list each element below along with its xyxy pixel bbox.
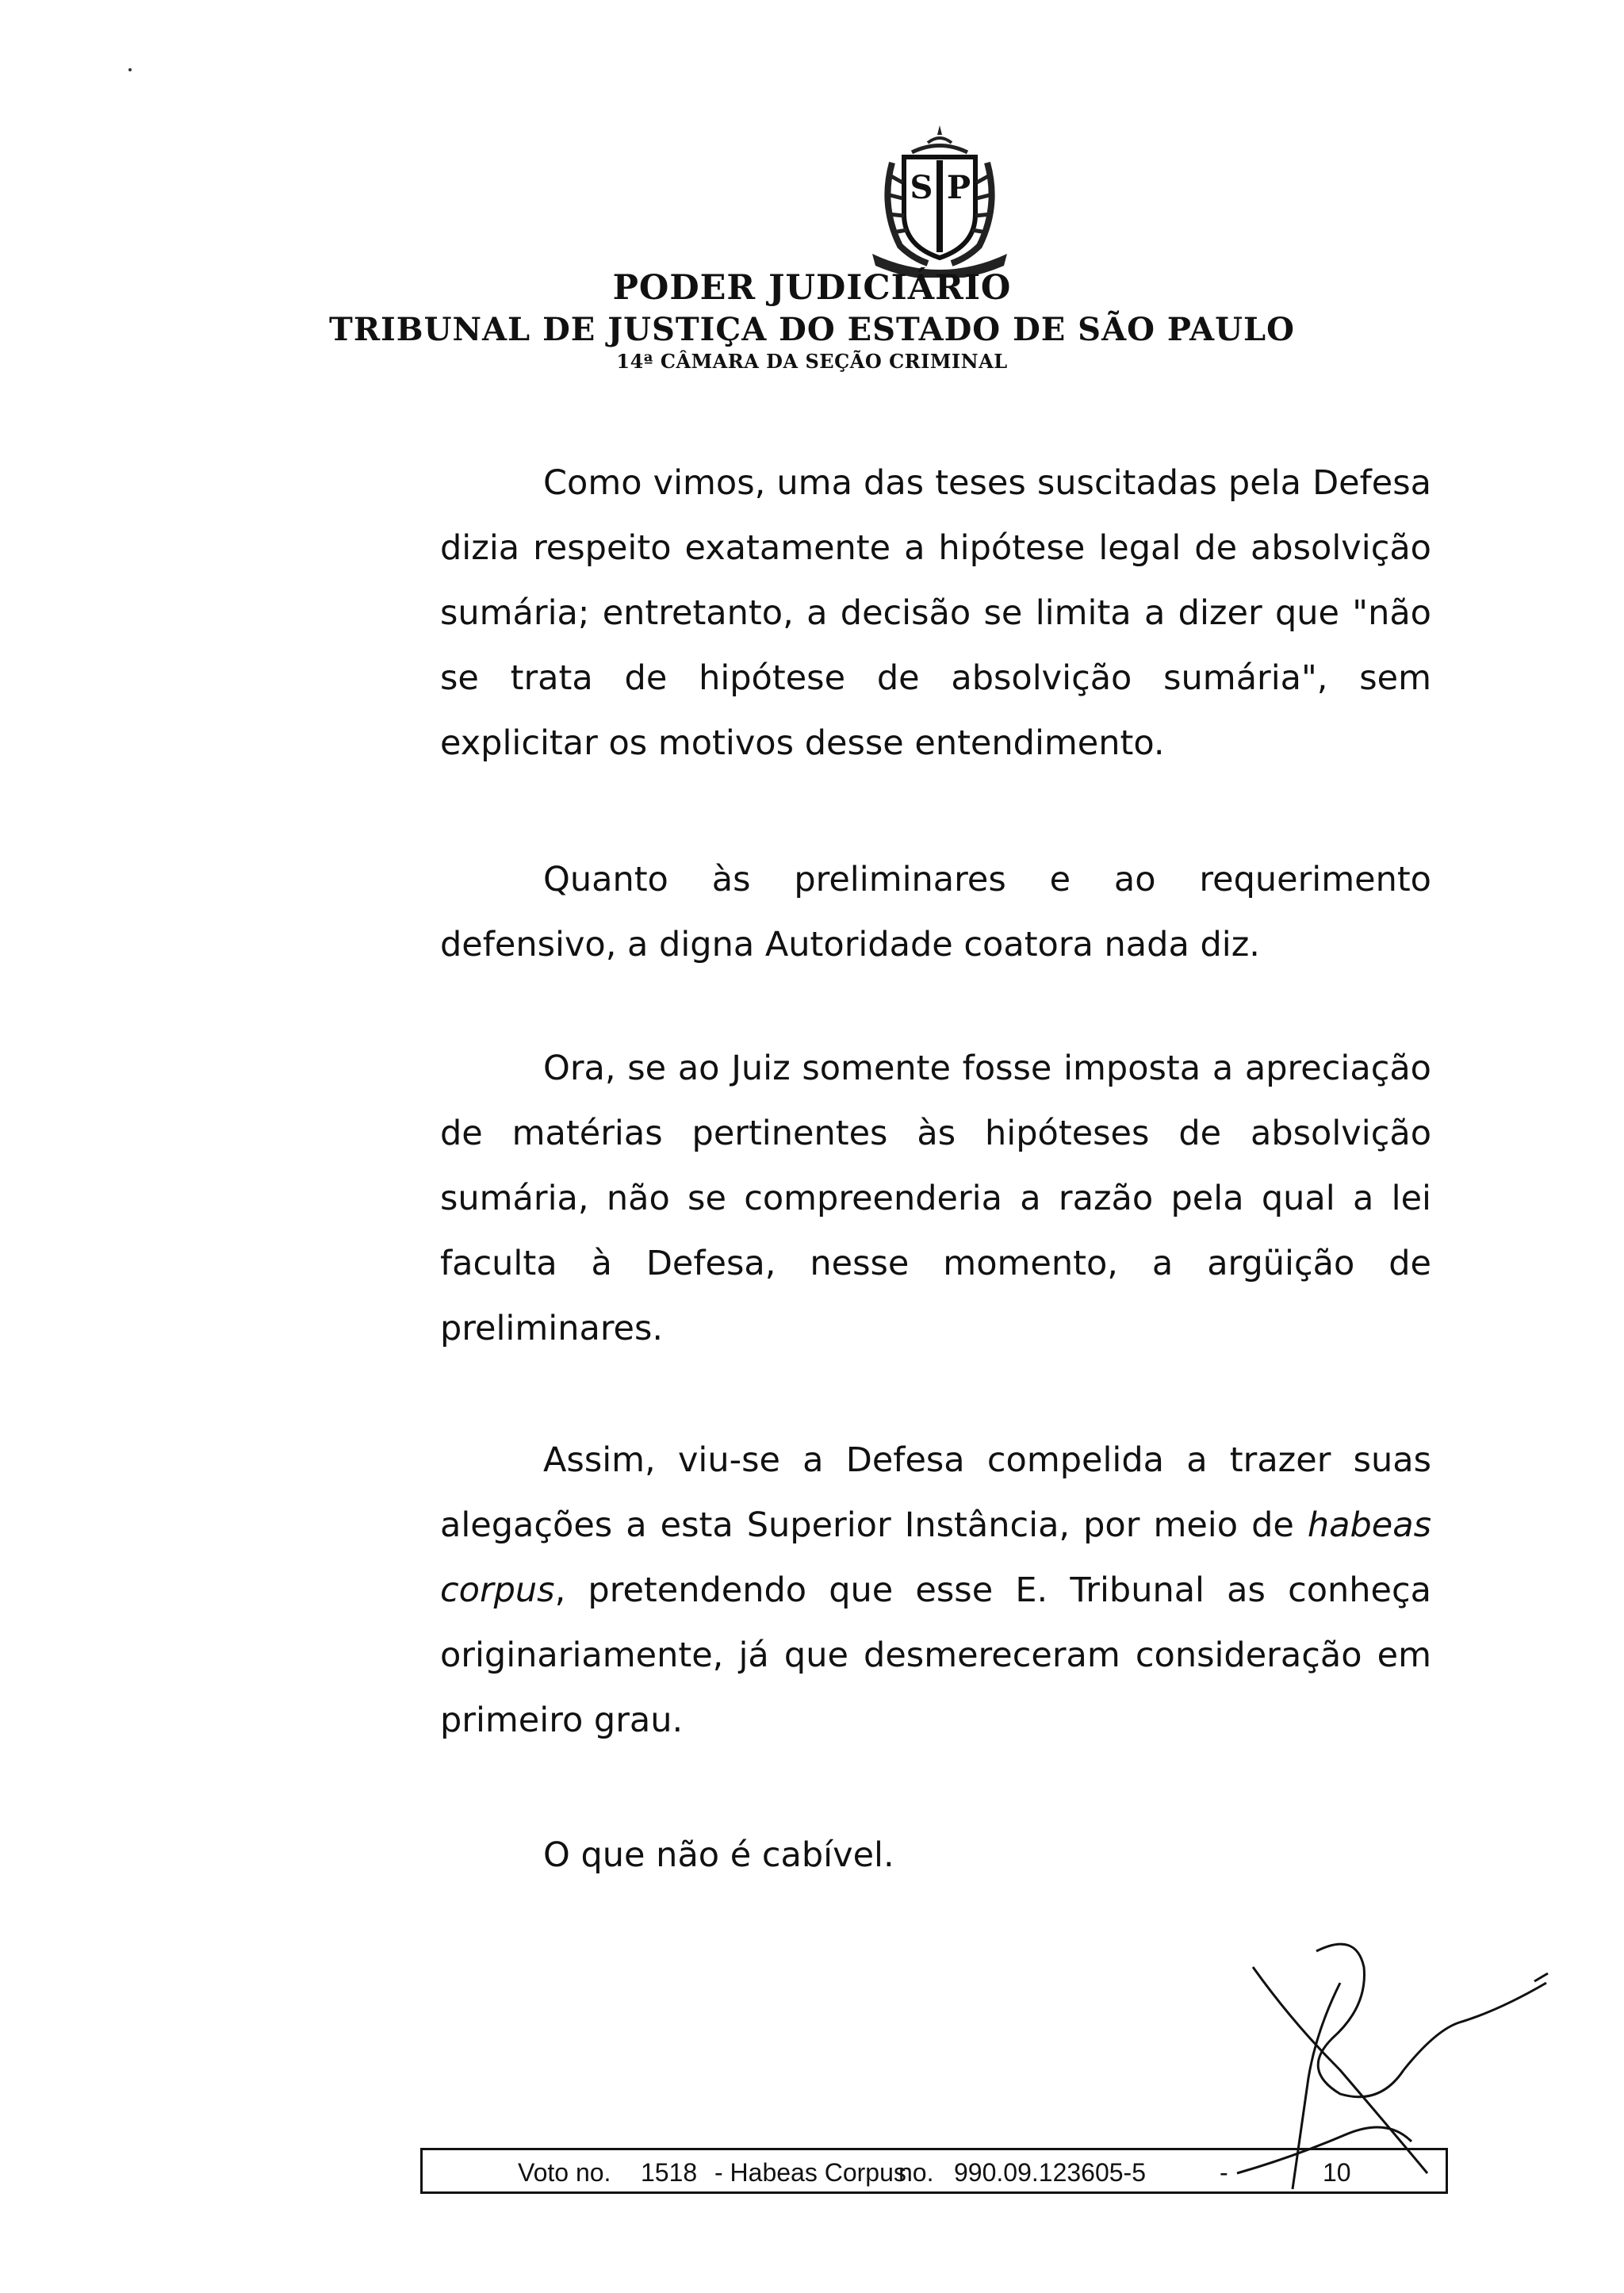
footer-case-number: 990.09.123605-5 xyxy=(954,2158,1146,2187)
paragraph-4 xyxy=(440,1428,1431,1753)
crest-letter-s: S xyxy=(910,169,933,206)
footer-voto-number: 1518 xyxy=(641,2158,698,2187)
scan-speck xyxy=(128,68,132,71)
header-court: TRIBUNAL DE JUSTIÇA DO ESTADO DE SÃO PAULO xyxy=(329,311,1295,348)
paragraph-4-text-b: , pretendendo que esse E. Tribunal as conheça originariamente, já que desmereceram consideração em primeiro grau. xyxy=(440,1570,1431,1740)
paragraph-5: O que não é cabível. xyxy=(543,1835,894,1875)
footer-page-number: 10 xyxy=(1323,2158,1351,2187)
paragraph-3: Ora, se ao Juiz somente fosse imposta a apreciação de matérias pertinentes às hipóteses de absolvição sumária, não se compreenderia a razão pela qual a lei faculta à Defesa, nesse momento, a argüição de preliminares. xyxy=(440,1049,1431,1348)
footer-voto-label: Voto no. xyxy=(518,2158,611,2187)
paragraph-4-text-a: Assim, viu-se a Defesa compelida a trazer suas alegações a esta Superior Instância, por meio de xyxy=(440,1440,1431,1545)
paragraph-4-italic: habeas corpus xyxy=(440,1505,1431,1610)
paragraph-2: Quanto às preliminares e ao requerimento defensivo, a digna Autoridade coatora nada diz. xyxy=(440,860,1431,964)
footer-case-no-label: no. xyxy=(898,2158,934,2187)
sao-paulo-coat-of-arms-icon xyxy=(864,119,1015,278)
footer-case-type: - Habeas Corpus xyxy=(714,2158,906,2187)
header-title: PODER JUDICIÁRIO xyxy=(612,268,1012,308)
footer-dash: - xyxy=(1220,2158,1228,2187)
header-chamber: 14ª CÂMARA DA SEÇÃO CRIMINAL xyxy=(616,350,1008,373)
paragraph-1: Como vimos, uma das teses suscitadas pela Defesa dizia respeito exatamente a hipótese legal de absolvição sumária; entretanto, a decisão se limita a dizer que "não se trata de hipótese de absolvição sumária", sem explicitar os motivos desse entendimento. xyxy=(440,463,1431,763)
footer-reference-box xyxy=(420,2148,1448,2194)
crest-letter-p: P xyxy=(946,169,971,206)
